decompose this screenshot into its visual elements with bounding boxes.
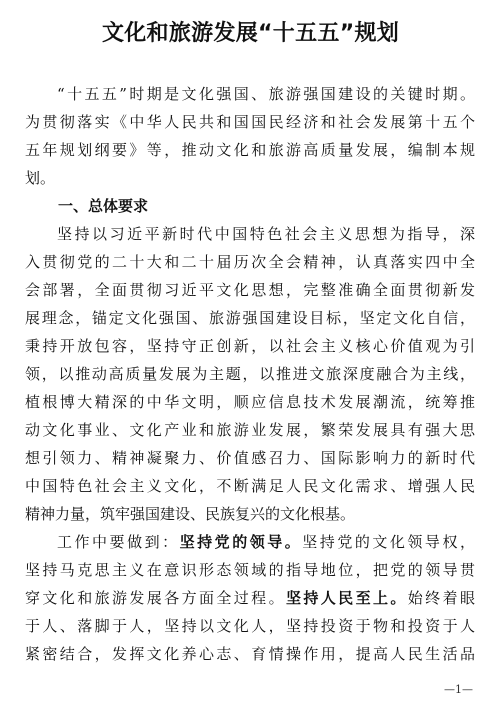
work-line-4: 于人、落脚于人，坚持以文化人，坚持投资于物和投资于人 bbox=[25, 617, 475, 635]
work-line-2: 坚持马克思主义在意识形态领域的指导地位，把党的领导贯 bbox=[25, 561, 475, 579]
section1-line-11: 精神力量，筑牢强国建设、民族复兴的文化根基。 bbox=[25, 505, 356, 523]
intro-line-3: 五年规划纲要》等，推动文化和旅游高质量发展，编制本规 bbox=[25, 141, 475, 159]
intro-line-2: 为贯彻落实《中华人民共和国国民经济和社会发展第十五个 bbox=[25, 113, 475, 131]
intro-line-1: “十五五”时期是文化强国、旅游强国建设的关键时期。 bbox=[57, 85, 475, 103]
section1-line-5: 秉持开放包容，坚持守正创新，以社会主义核心价值观为引 bbox=[25, 337, 475, 355]
intro-line-4: 划。 bbox=[25, 169, 56, 187]
work-line-1 bbox=[57, 528, 475, 556]
principle-party-leadership: 坚持党的领导。 bbox=[179, 533, 303, 551]
work-line-3 bbox=[25, 584, 475, 612]
section-heading: 一、总体要求 bbox=[58, 197, 149, 215]
section1-line-9: 想引领力、精神凝聚力、价值感召力、国际影响力的新时代 bbox=[25, 449, 475, 467]
section1-line-4: 展理念，锚定文化强国、旅游强国建设目标，坚定文化自信， bbox=[25, 309, 475, 327]
work-line-5: 紧密结合，发挥文化养心志、育情操作用，提高人民生活品 bbox=[25, 645, 475, 663]
section1-line-3: 会部署，全面贯彻习近平文化思想，完整准确全面贯彻新发 bbox=[25, 281, 475, 299]
section1-line-7: 植根博大精深的中华文明，顺应信息技术发展潮流，统筹推 bbox=[25, 393, 475, 411]
section1-line-8: 动文化事业、文化产业和旅游业发展，繁荣发展具有强大思 bbox=[25, 421, 475, 439]
page-number: —1— bbox=[444, 683, 473, 696]
principle-people-first: 坚持人民至上。 bbox=[285, 589, 408, 607]
section1-line-2: 入贯彻党的二十大和二十届历次全会精神，认真落实四中全 bbox=[25, 253, 475, 271]
work-line-1-prefix: 工作中要做到： bbox=[57, 533, 180, 551]
section1-line-6: 领，以推动高质量发展为主题，以推进文旅深度融合为主线， bbox=[25, 365, 475, 383]
work-line-3-suffix: 始终着眼 bbox=[407, 589, 475, 607]
work-line-3-prefix: 穿文化和旅游发展各方面全过程。 bbox=[25, 589, 286, 607]
section1-line-1: 坚持以习近平新时代中国特色社会主义思想为指导，深 bbox=[57, 225, 475, 243]
section1-line-10: 中国特色社会主义文化，不断满足人民文化需求、增强人民 bbox=[25, 477, 475, 495]
work-line-1-suffix: 坚持党的文化领导权， bbox=[302, 533, 475, 551]
document-title: 文化和旅游发展“十五五”规划 bbox=[101, 21, 400, 46]
